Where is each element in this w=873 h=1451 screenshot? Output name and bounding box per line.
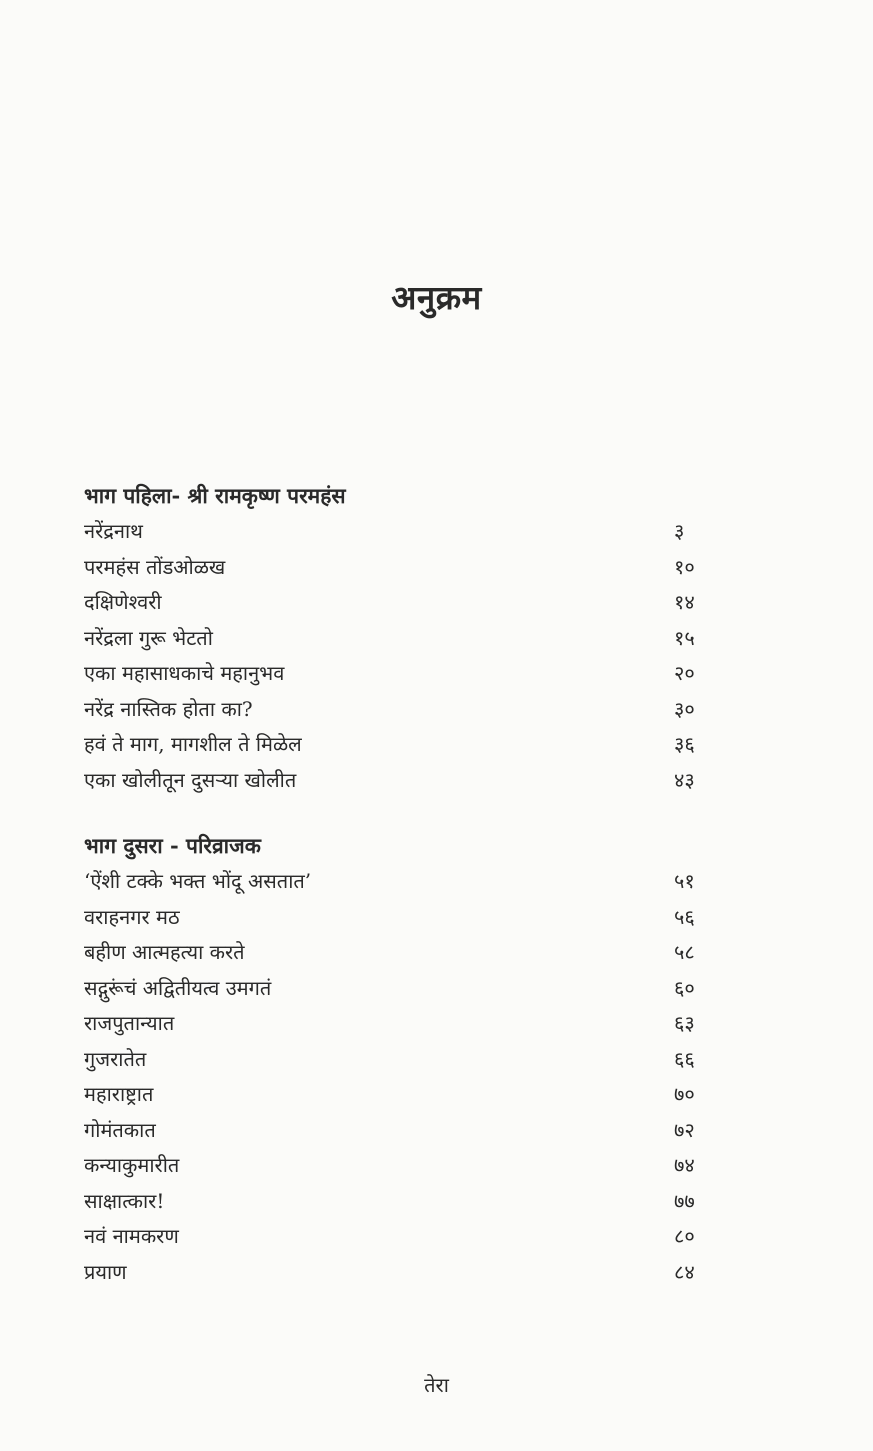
entry-title: वराहनगर मठ <box>84 904 180 929</box>
entry-page-number: ७७ <box>674 1188 695 1213</box>
entry-title: गुजरातेत <box>84 1046 147 1071</box>
entry-page-number: १५ <box>674 625 695 650</box>
entry-page-number: ८० <box>674 1224 695 1248</box>
entry-page-number: ६३ <box>674 1011 695 1035</box>
entry-page-number: १४ <box>674 590 695 614</box>
entry-title: गोमंतकात <box>84 1117 156 1142</box>
entry-page-number: ७० <box>674 1082 695 1106</box>
entry-title: सद्गुरूंचं अद्वितीयत्व उमगतं <box>84 975 272 1000</box>
entry-page-number: ८४ <box>674 1259 695 1284</box>
entry-page-number: ६० <box>674 975 695 1000</box>
toc-entry <box>84 864 734 900</box>
section-part-one <box>84 478 734 798</box>
toc-entry <box>84 550 734 586</box>
toc-entry <box>84 514 734 550</box>
toc-entry <box>84 1184 734 1220</box>
entry-title: परमहंस तोंडओळख <box>84 554 226 579</box>
section-heading: भाग पहिला- श्री रामकृष्ण परमहंस <box>84 483 346 508</box>
entry-title: एका खोलीतून दुसऱ्या खोलीत <box>84 767 297 792</box>
toc-entry <box>84 621 734 657</box>
entry-title: कन्याकुमारीत <box>84 1153 180 1177</box>
toc-entry <box>84 1113 734 1149</box>
entry-title: नरेंद्रला गुरू भेटतो <box>84 625 213 650</box>
toc-entry <box>84 656 734 692</box>
toc-entry <box>84 900 734 936</box>
toc-entry <box>84 1148 734 1184</box>
toc-entry <box>84 692 734 728</box>
toc-entry <box>84 1255 734 1291</box>
toc-entry <box>84 1077 734 1113</box>
toc-entry <box>84 1219 734 1255</box>
toc-entry <box>84 935 734 971</box>
entry-title: नरेंद्र नास्तिक होता का? <box>84 696 253 721</box>
entry-page-number: ७४ <box>674 1153 695 1177</box>
entry-title: बहीण आत्महत्या करते <box>84 940 245 964</box>
entry-page-number: ३६ <box>674 732 695 756</box>
section-heading: भाग दुसरा - परिव्राजक <box>84 833 261 858</box>
section-part-two <box>84 828 734 1290</box>
entry-page-number: ५६ <box>674 904 695 929</box>
toc-entry <box>84 585 734 621</box>
entry-page-number: ७२ <box>674 1117 695 1142</box>
entry-title: साक्षात्कार! <box>84 1188 165 1213</box>
entry-page-number: ४३ <box>674 767 695 792</box>
toc-entry <box>84 763 734 799</box>
page-footer-number: तेरा <box>424 1373 449 1397</box>
page-title: अनुक्रम <box>391 278 482 317</box>
entry-title: प्रयाण <box>84 1259 127 1284</box>
entry-title: हवं ते माग, मागशील ते मिळेल <box>84 732 302 756</box>
entry-title: नवं नामकरण <box>84 1224 179 1248</box>
entry-title: राजपुतान्यात <box>84 1011 175 1035</box>
entry-page-number: १० <box>674 554 695 579</box>
toc-entry <box>84 1006 734 1042</box>
entry-page-number: ३० <box>674 696 695 721</box>
entry-title: नरेंद्रनाथ <box>84 519 143 543</box>
entry-title: ‘ऐंशी टक्के भक्त भोंदू असतात’ <box>84 869 312 893</box>
toc-entry <box>84 727 734 763</box>
toc-entry <box>84 1042 734 1078</box>
entry-title: एका महासाधकाचे महानुभव <box>84 661 285 685</box>
entry-page-number: ५८ <box>674 940 695 964</box>
entry-page-number: ६६ <box>674 1046 695 1071</box>
toc-entry <box>84 971 734 1007</box>
entry-title: महाराष्ट्रात <box>84 1082 154 1106</box>
entry-title: दक्षिणेश्वरी <box>84 590 162 614</box>
entry-page-number: ३ <box>674 519 685 543</box>
entry-page-number: ५१ <box>674 869 695 893</box>
entry-page-number: २० <box>674 661 695 685</box>
